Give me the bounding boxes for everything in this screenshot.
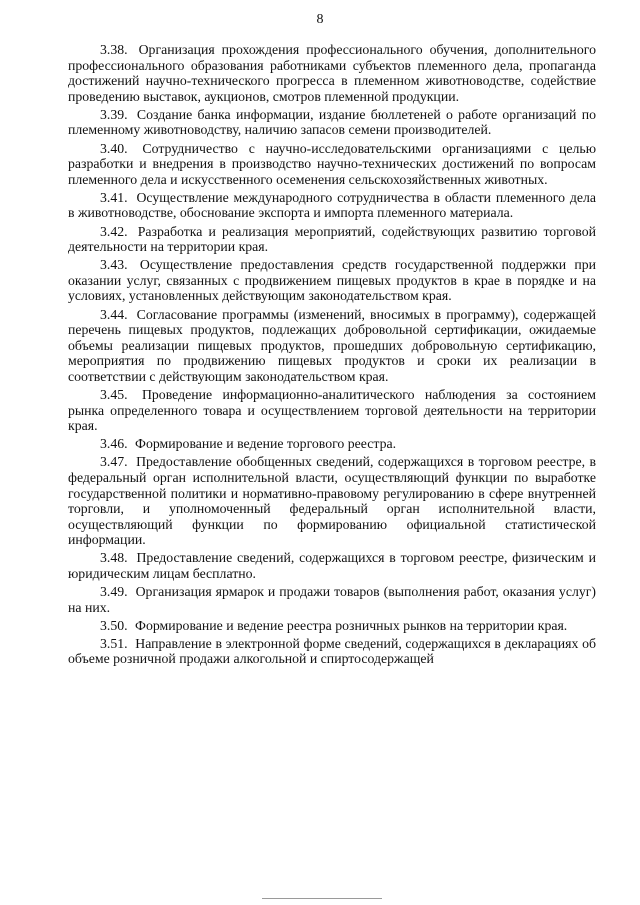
paragraph-number: 3.44.	[100, 306, 128, 322]
paragraph-text: Предоставление обобщенных сведений, содержащихся в торговом реестре, в федеральный орган исполнительной власти, осуществляющий функции по выработке государственной политики и нормативно-правовому регулированию в сфере внутренней торговли, и уполномоченный федеральный орган исполнительной власти, осуществляющий функции по формированию официальной статистической информации.	[68, 454, 597, 548]
paragraph-number: 3.49.	[100, 584, 128, 600]
paragraph-number: 3.43.	[100, 257, 128, 273]
paragraph-number: 3.46.	[100, 436, 128, 452]
paragraph-number: 3.41.	[100, 189, 128, 205]
paragraph-number: 3.50.	[100, 617, 128, 633]
paragraph-3-38	[68, 42, 596, 104]
paragraph-text: Формирование и ведение реестра розничных рынков на территории края.	[135, 617, 568, 633]
paragraph-3-40	[68, 141, 596, 188]
paragraph-text: Разработка и реализация мероприятий, содействующих развитию торговой деятельности на территории края.	[68, 223, 596, 255]
paragraph-3-50	[68, 618, 596, 634]
paragraph-text: Проведение информационно-аналитического наблюдения за состоянием рынка определенного товара и осуществлением торговой деятельности на территории края.	[68, 386, 596, 434]
paragraph-3-41	[68, 190, 596, 221]
page-number: 8	[316, 12, 324, 27]
paragraph-3-45	[68, 387, 596, 434]
paragraph-number: 3.47.	[100, 454, 128, 470]
paragraph-text: Предоставление сведений, содержащихся в торговом реестре, физическим и юридическим лицам бесплатно.	[68, 550, 597, 581]
paragraph-3-46	[68, 436, 596, 452]
paragraph-3-51	[68, 636, 596, 667]
paragraph-3-44	[68, 307, 596, 385]
paragraph-number: 3.51.	[100, 635, 128, 651]
paragraph-text: Формирование и ведение торгового реестра.	[135, 436, 397, 452]
paragraph-text: Направление в электронной форме сведений, содержащихся в декларациях об объеме розничной продажи алкогольной и спиртосодержащей	[68, 635, 596, 667]
paragraph-text: Организация прохождения профессионального обучения, дополнительного профессионального образования работниками субъектов племенного дела, пропаганда достижений научно-технического прогресса в племенном животноводстве, содействие проведению выставок, аукционов, смотров племенной продукции.	[68, 42, 596, 104]
paragraph-number: 3.39.	[100, 106, 128, 122]
paragraph-number: 3.40.	[100, 140, 128, 156]
paragraph-number: 3.45.	[100, 386, 128, 402]
paragraph-3-43	[68, 257, 596, 304]
paragraph-3-47	[68, 454, 596, 548]
paragraph-text: Сотрудничество с научно-исследовательскими организациями с целью разработки и внедрения в производство научно-технических достижений по вопросам племенного дела и искусственного осеменения сельскохозяйственных животных.	[68, 140, 596, 187]
paragraph-text: Осуществление предоставления средств государственной поддержки при оказании услуг, связанных с продвижением пищевых продуктов в крае в порядке и на условиях, установленных действующим законодательством края.	[68, 257, 597, 304]
paragraph-3-49	[68, 584, 596, 615]
paragraph-number: 3.48.	[100, 550, 128, 566]
paragraph-3-42	[68, 224, 596, 255]
paragraph-text: Согласование программы (изменений, вносимых в программу), содержащей перечень пищевых продуктов, подлежащих добровольной сертификации, ожидаемые объемы реализации пищевых продуктов, прошедших добровольную сертификацию, мероприятия по продвижению пищевых продуктов и сроки их реализации в соответствии с действующим законодательством края.	[68, 306, 596, 384]
paragraph-number: 3.38.	[100, 42, 128, 57]
paragraph-3-48	[68, 550, 596, 581]
paragraph-3-39	[68, 107, 596, 138]
document-body	[68, 42, 596, 667]
paragraph-text: Осуществление международного сотрудничества в области племенного дела в животноводстве, обоснование экспорта и импорта племенного материала.	[68, 189, 596, 221]
paragraph-text: Организация ярмарок и продажи товаров (выполнения работ, оказания услуг) на них.	[68, 584, 596, 615]
paragraph-number: 3.42.	[100, 223, 128, 239]
page-bottom-divider	[262, 898, 382, 899]
paragraph-text: Создание банка информации, издание бюллетеней о работе организаций по племенному животноводству, наличию запасов семени производителей.	[68, 106, 597, 138]
